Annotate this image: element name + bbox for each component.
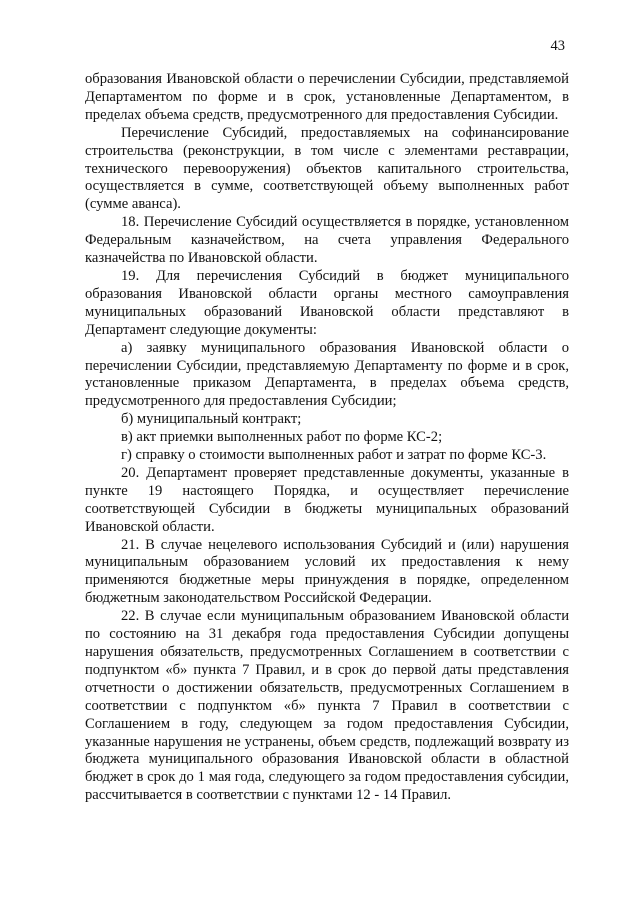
paragraph: Перечисление Субсидий, предоставляемых на софинансирование строительства (реконструкции, в том числе с элементами реставрации, технического перевооружения) объектов капитального строительства, осуществляется в сумме, соответствующей объему выполненных работ (сумме аванса). [85, 124, 569, 213]
list-item: б) муниципальный контракт; [121, 411, 302, 428]
paragraph: 19. Для перечисления Субсидий в бюджет муниципального образования Ивановской области органы местного самоуправления муниципальных образований Ивановской области представляют в Департамент следующие документы: [85, 267, 569, 338]
page-number: 43 [550, 38, 565, 54]
paragraph: 18. Перечисление Субсидий осуществляется в порядке, установленном Федеральным казначейством, на счета управления Федерального казначейства по Ивановской области. [85, 214, 569, 267]
list-item: в) акт приемки выполненных работ по форме КС-2; [121, 429, 443, 446]
paragraph: 20. Департамент проверяет представленные документы, указанные в пункте 19 настоящего Порядка, и осуществляет перечисление соответствующей Субсидии в бюджеты муниципальных образований Ивановской области. [85, 464, 569, 535]
paragraph: 21. В случае нецелевого использования Субсидий и (или) нарушения муниципальным образованием условий их предоставления к нему применяются бюджетные меры принуждения в порядке, определенном бюджетным законодательством Российской Федерации. [85, 536, 569, 607]
paragraph: образования Ивановской области о перечислении Субсидии, представляемой Департаментом по форме и в срок, установленные Департаментом, в пределах объема средств, предусмотренного для предоставления Субсидии. [85, 71, 569, 123]
list-item: а) заявку муниципального образования Ивановской области о перечислении Субсидии, представляемую Департаменту по форме и в срок, установленные приказом Департамента, в пределах объема средств, предусмотренного для предоставления Субсидии; [85, 339, 569, 410]
paragraph: 22. В случае если муниципальным образованием Ивановской области по состоянию на 31 декабря года предоставления Субсидии допущены нарушения обязательств, предусмотренных Соглашением в соответствии с подпунктом «б» пункта 7 Правил, и в срок до первой даты представления отчетности о достижении обязательств, предусмотренных Соглашением в соответствии с подпунктом «б» пункта 7 Правил в соответствии с Соглашением в году, следующем за годом предоставления Субсидии, указанные нарушения не устранены, объем средств, подлежащий возврату из бюджета муниципального образования Ивановской области в областной бюджет в срок до 1 мая года, следующего за годом предоставления субсидии, рассчитывается в соответствии с пунктами 12 - 14 Правил. [85, 608, 569, 804]
list-item: г) справку о стоимости выполненных работ и затрат по форме КС-3. [121, 447, 547, 464]
document-body [85, 71, 569, 805]
